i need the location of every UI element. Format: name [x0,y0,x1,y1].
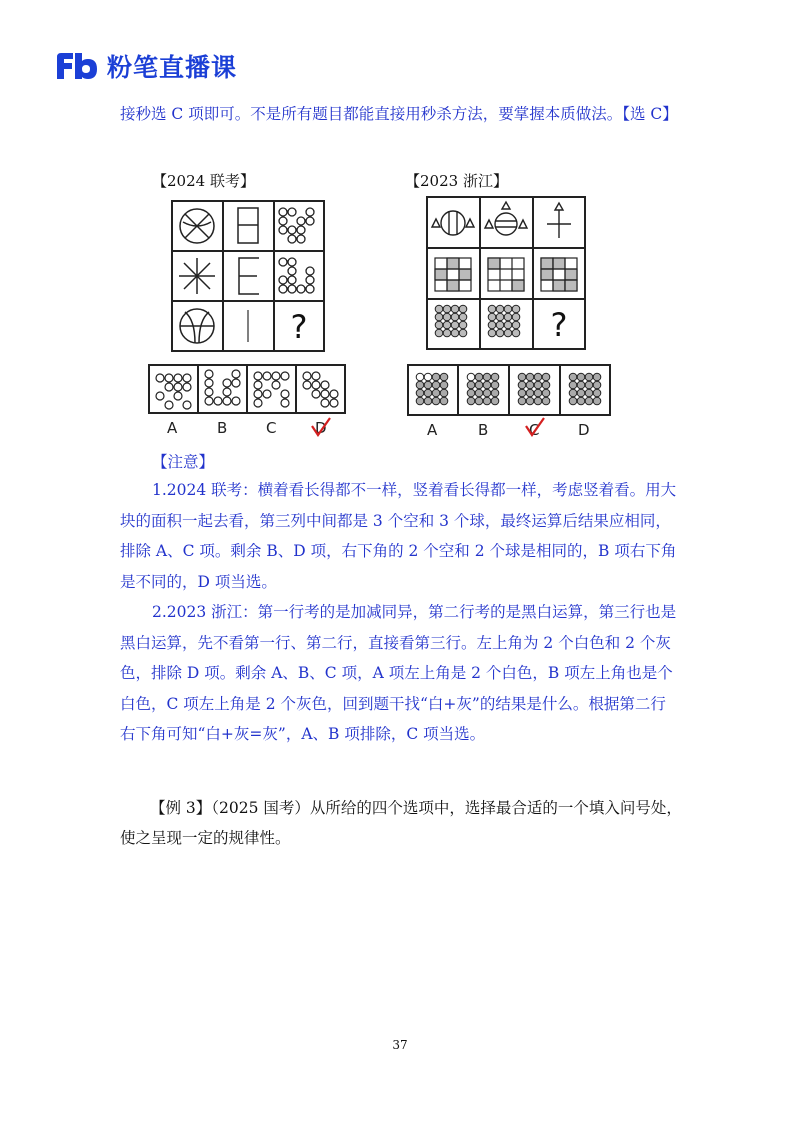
question-mark: ? [290,308,308,346]
page-number: 37 [392,1038,408,1052]
example-line-2: 使之呈现一定的规律性。 [120,829,291,847]
option-label-a: A [427,421,438,439]
option-label-c: C [266,419,277,437]
note-heading: 【注意】 [152,453,215,471]
figure-right-puzzle-grid [426,196,586,350]
option-label-b: B [217,419,228,437]
note-paragraph-1: 1.2024 联考：横着看长得都不一样，竖着看长得都一样，考虑竖着看。用大块的面积一起去看，第三列中间都是 3 个空和 3 个球，最终运算后结果应相同，排除 A、C 项。剩余 B、D 项，右下角的 2 个空和 2 个球是相同的，B 项右下角是不同的，D 项当选。 [120,481,677,591]
question-mark: ? [550,306,568,344]
check-mark-icon [310,416,332,438]
note-paragraph-2: 2.2023 浙江：第一行考的是加减同异，第二行考的是黑白运算，第三行也是黑白运算，先不看第一行、第二行，直接看第三行。左上角为 2 个白色和 2 个灰色，排除 D 项。剩余 A、B、C 项，A 项左上角是 2 个白色，B 项左上角也是个白色，C 项左上角是 2 个灰色，回到题干找“白+灰”的结果是什么。根据第二行右下角可知“白+灰=灰”，A、B 项排除，C 项当选。 [120,603,677,743]
option-label-d: D [578,421,590,439]
figure-left-options [148,364,346,414]
figure-left-caption: 【2024 联考】 [152,172,255,190]
figure-left-puzzle-grid [171,200,325,352]
brand-name: 粉笔直播课 [107,53,238,82]
example-line-1: 【例 3】（2025 国考）从所给的四个选项中，选择最合适的一个填入问号处， [150,799,682,817]
figure-right-caption: 【2023 浙江】 [405,172,508,190]
intro-line: 接秒选 C 项即可。不是所有题目都能直接用秒杀方法，要掌握本质做法。【选 C】 [120,105,678,123]
option-label-a: A [167,419,178,437]
option-label-b: B [478,421,489,439]
check-mark-icon [524,416,546,438]
option-label-d: D [315,419,327,437]
fenbi-logo-icon [55,51,99,81]
figure-right-options [407,364,611,416]
brand-logo [55,48,237,84]
option-label-c: C [529,421,540,439]
note-body [120,475,680,750]
